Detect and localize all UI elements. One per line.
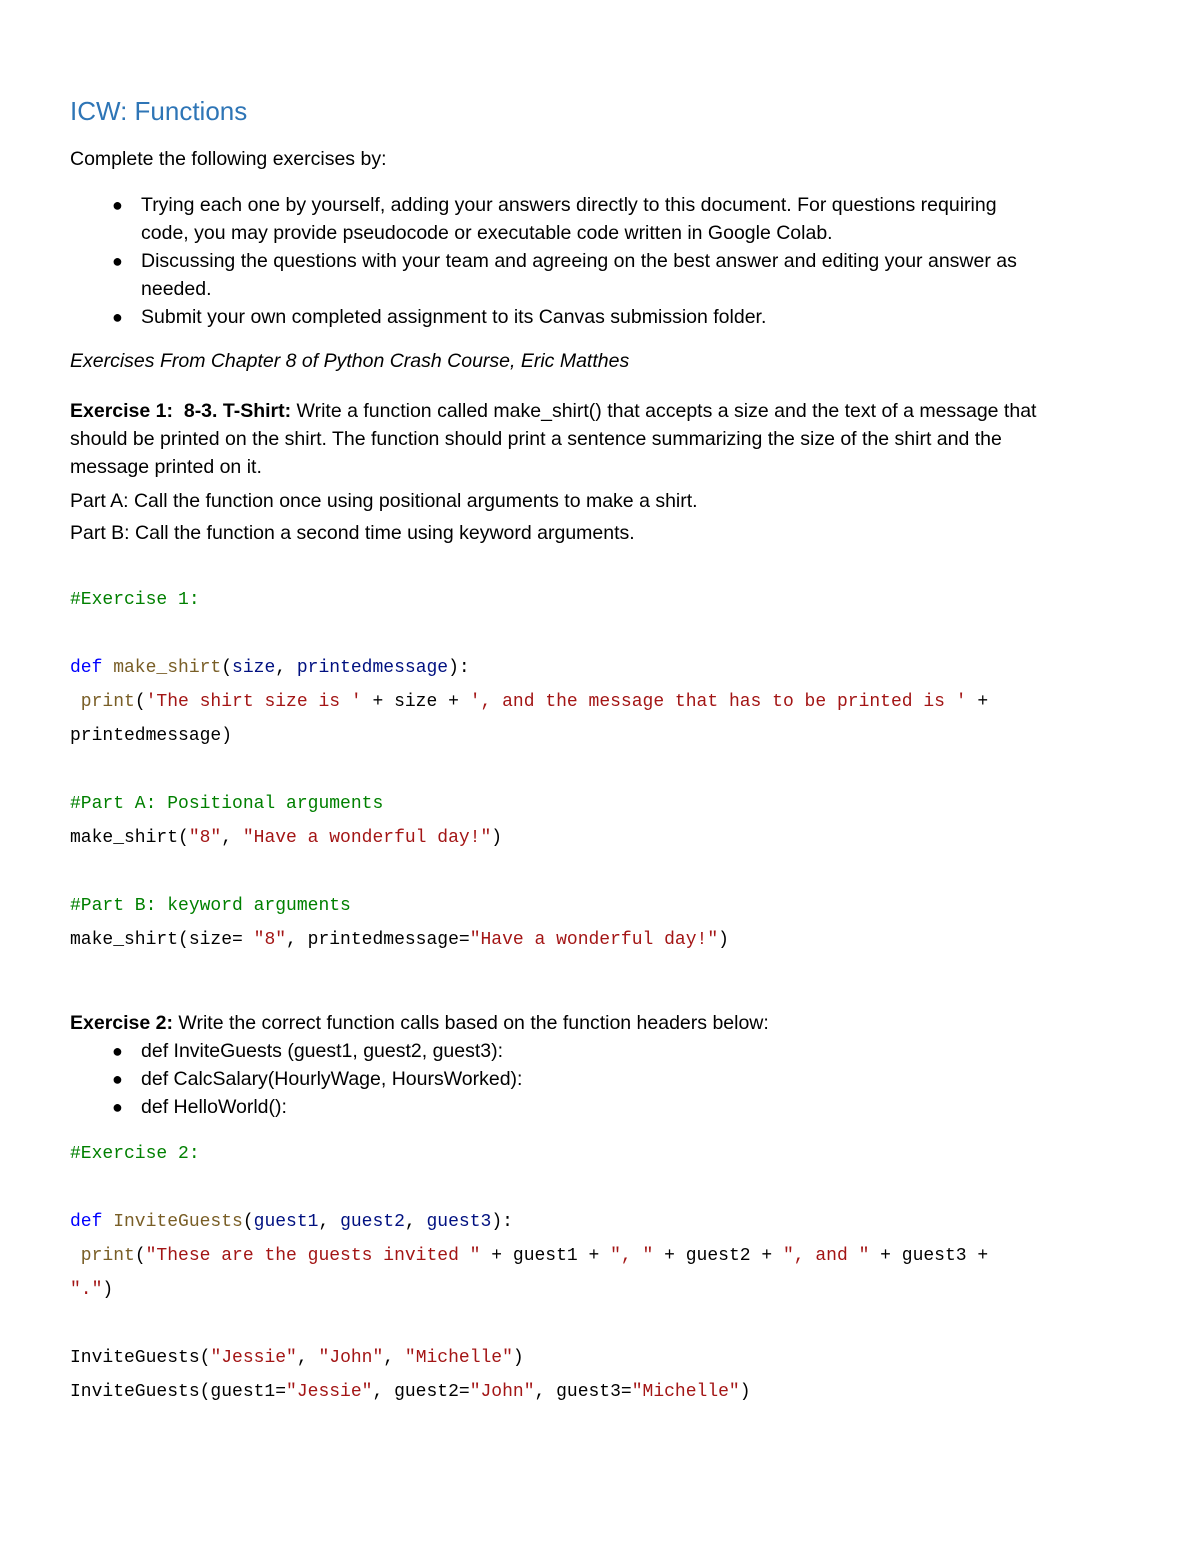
code-line: InviteGuests(guest1="Jessie", guest2="John", guest3="Michelle") — [70, 1382, 751, 1403]
bullet-icon: ● — [112, 307, 123, 328]
code-line: #Part B: keyword arguments — [70, 896, 351, 917]
code-blank-line — [70, 1307, 1130, 1341]
code-line: print('The shirt size is ' + size + ', and the message that has to be printed is ' + — [70, 692, 989, 713]
bullet-icon: ● — [112, 1069, 123, 1090]
code-line: #Exercise 2: — [70, 1144, 200, 1165]
source-note: Exercises From Chapter 8 of Python Crash Course, Eric Matthes — [70, 350, 630, 373]
code-line: #Exercise 1: — [70, 590, 200, 611]
exercise-1-prompt: Exercise 1: 8-3. T-Shirt: Write a function called make_shirt() that accepts a size and the text of a message that should be printed on the shirt. The function should print a sentence summarizing the size of the shirt and the message printed on it. — [70, 400, 1037, 479]
page-title: ICW: Functions — [70, 96, 248, 126]
list-item: ● Trying each one by yourself, adding your answers directly to this document. For questions requiring code, you may provide pseudocode or executable code written in Google Colab. — [70, 191, 1130, 247]
exercise-1-part-a: Part A: Call the function once using positional arguments to make a shirt. — [70, 490, 698, 513]
code-line: printedmessage) — [70, 726, 233, 747]
bullet-icon: ● — [112, 1097, 123, 1118]
exercise-2-code — [70, 1137, 1130, 1409]
code-blank-line — [70, 753, 1130, 787]
code-line: def make_shirt(size, printedmessage): — [70, 658, 470, 679]
bullet-icon: ● — [112, 1041, 123, 1062]
bullet-icon: ● — [112, 195, 123, 216]
exercise-2-prompt: Exercise 2: Write the correct function calls based on the function headers below: — [70, 1012, 769, 1035]
code-blank-line — [70, 617, 1130, 651]
list-item: ● def HelloWorld(): — [70, 1093, 1130, 1121]
list-item: ● Discussing the questions with your team and agreeing on the best answer and editing your answer as needed. — [70, 247, 1130, 303]
exercise-1-label: Exercise 1: — [70, 400, 173, 423]
list-item: ● def InviteGuests (guest1, guest2, guest3): — [70, 1037, 1130, 1065]
intro-text: Complete the following exercises by: — [70, 148, 387, 171]
exercise-1-code — [70, 583, 1130, 957]
document-page — [70, 96, 1130, 1409]
instructions-list — [70, 191, 1130, 331]
code-line: make_shirt(size= "8", printedmessage="Have a wonderful day!") — [70, 930, 729, 951]
code-line: make_shirt("8", "Have a wonderful day!") — [70, 828, 503, 849]
code-line: #Part A: Positional arguments — [70, 794, 384, 815]
exercise-1-part-b: Part B: Call the function a second time using keyword arguments. — [70, 522, 635, 545]
code-line: InviteGuests("Jessie", "John", "Michelle") — [70, 1348, 524, 1369]
exercise-1-sublabel: 8-3. T-Shirt: — [183, 400, 292, 423]
list-item: ● def CalcSalary(HourlyWage, HoursWorked): — [70, 1065, 1130, 1093]
code-line: def InviteGuests(guest1, guest2, guest3): — [70, 1212, 513, 1233]
exercise-2-label: Exercise 2: — [70, 1012, 173, 1035]
bullet-icon: ● — [112, 251, 123, 272]
function-headers-list — [70, 1037, 1130, 1121]
code-blank-line — [70, 1171, 1130, 1205]
code-line: print("These are the guests invited " + guest1 + ", " + guest2 + ", and " + guest3 + — [70, 1246, 989, 1267]
list-item: ● Submit your own completed assignment to its Canvas submission folder. — [70, 303, 1130, 331]
code-line: ".") — [70, 1280, 114, 1301]
code-blank-line — [70, 855, 1130, 889]
